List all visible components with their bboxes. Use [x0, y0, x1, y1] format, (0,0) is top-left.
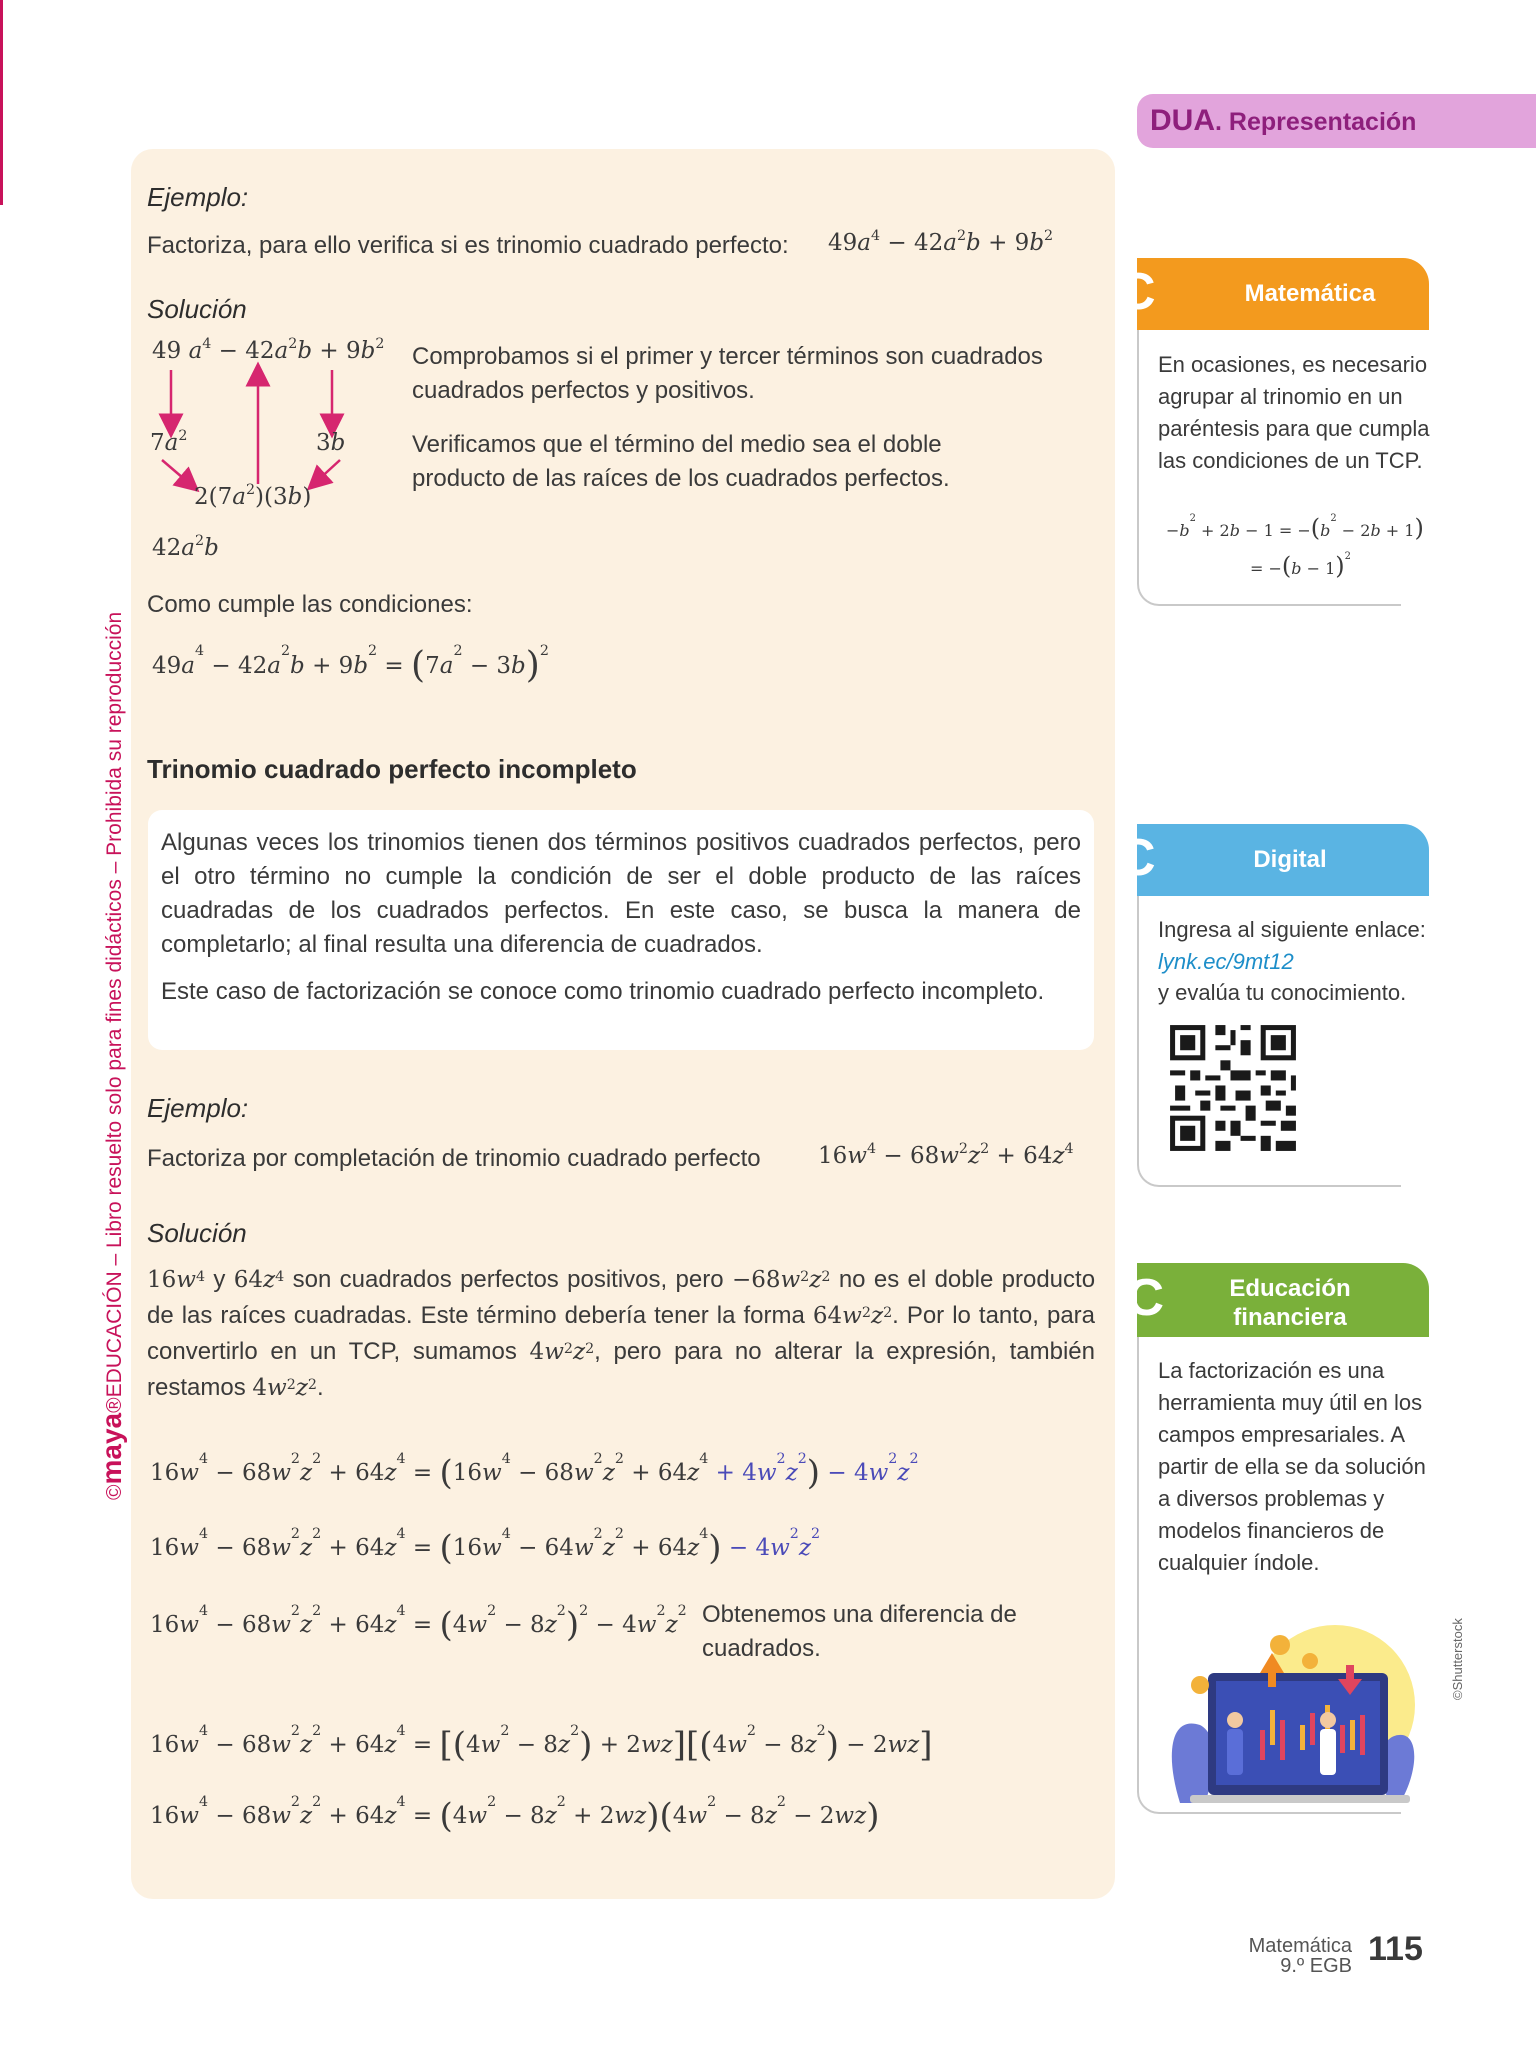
- card-digital-text2: y evalúa tu conocimiento.: [1158, 980, 1407, 1005]
- footer-subject: Matemática 9.º EGB: [1248, 1935, 1352, 1977]
- brand-logo: maya: [96, 1412, 127, 1485]
- card-financiera-title: Educación financiera: [1229, 1275, 1351, 1331]
- page-number: 115: [1368, 1930, 1423, 1968]
- step1: $16w^4 - 68w^2z^2 + 64z^4 = (16w^4 - 68w^2z^2 + 64z^4 + 4w^2z^2) - 4w^2z^2$: [150, 1450, 919, 1493]
- arrow-right-to-product: [316, 460, 340, 482]
- step5: $16w^4 - 68w^2z^2 + 64z^4 = (4w^2 - 8z^2 + 2wz)(4w^2 - 8z^2 - 2wz)$: [150, 1793, 880, 1836]
- double-product: $2(7a^2)(3b)$: [194, 481, 312, 510]
- example2-prompt: Factoriza por completación de trinomio cuadrado perfecto: [147, 1145, 761, 1172]
- card-matematica-eq1: $-b^2 + 2b - 1 = -(b^2 - 2b + 1)$: [1166, 512, 1424, 542]
- definition-para2: Este caso de factorización se conoce como trinomio cuadrado perfecto incompleto.: [161, 978, 1045, 1005]
- card-matematica-eq2: = $-(b - 1)^2$: [1250, 550, 1351, 580]
- image-credit: ©Shutterstock: [1450, 1618, 1465, 1700]
- middle-term: $42a^2b$: [152, 532, 219, 561]
- step4: $16w^4 - 68w^2z^2 + 64z^4 = [(4w^2 - 8z^2) + 2wz][(4w^2 - 8z^2) - 2wz]$: [150, 1722, 933, 1765]
- section-icon: C: [1118, 829, 1156, 887]
- side-credit: ©maya®EDUCACIÓN – Libro resuelto solo para fines didácticos – Prohibida su reproducción: [96, 611, 127, 1500]
- card-digital-text1: Ingresa al siguiente enlace:: [1158, 917, 1426, 942]
- arrow-left-to-product: [162, 460, 190, 484]
- section-icon: IC: [1112, 1269, 1164, 1327]
- definition-para1: Algunas veces los trinomios tienen dos términos positivos cuadrados perfectos, pero el otro término no cumple la condición de ser el doble producto de las raíces cuadradas de los cuadrados perfectos. En este caso, se busca la manera de completarlo; al final resulta una diferencia de cuadrados.: [161, 829, 1081, 958]
- example1-text2: Verificamos que el término del medio sea el doble producto de las raíces de los cuadrados perfectos.: [412, 431, 950, 492]
- qr-code-icon[interactable]: [1160, 1015, 1306, 1161]
- card-matematica-title: Matemática: [1244, 280, 1376, 307]
- section-icon: C: [1118, 263, 1156, 321]
- example1-label: Ejemplo:: [147, 182, 249, 212]
- card-matematica-text: En ocasiones, es necesario agrupar al trinomio en un paréntesis para que cumpla las condiciones de un TCP.: [1158, 352, 1430, 473]
- card-digital-title: Digital: [1253, 846, 1327, 873]
- example2-solution-label: Solución: [147, 1218, 247, 1248]
- example2-expression: $16w^4 - 68w^2z^2 + 64z^4$: [818, 1140, 1074, 1169]
- page-edge-bar: [0, 0, 3, 205]
- step3: $16w^4 - 68w^2z^2 + 64z^4 = (4w^2 - 8z^2)^2 - 4w^2z^2$: [150, 1602, 687, 1645]
- dua-label: DUA. Representación: [1150, 104, 1417, 137]
- example1-conclusion: Como cumple las condiciones:: [147, 591, 473, 618]
- step2: $16w^4 - 68w^2z^2 + 64z^4 = (16w^4 - 64w^2z^2 + 64z^4) - 4w^2z^2$: [150, 1525, 821, 1568]
- section-title: Trinomio cuadrado perfecto incompleto: [147, 754, 637, 784]
- step3-note: Obtenemos una diferencia de cuadrados.: [702, 1601, 1017, 1662]
- example2-label: Ejemplo:: [147, 1093, 249, 1123]
- root-3b: 3b: [316, 430, 346, 456]
- finance-illustration: [1160, 1625, 1422, 1805]
- eq-trinomial: 49 $a^4 - 42a^2b + 9b^2$: [152, 335, 385, 364]
- example1-solution-label: Solución: [147, 294, 247, 324]
- card-financiera-text: La factorización es una herramienta muy útil en los campos empresariales. A partir de ella se da solución a diversos problemas y modelos financieros de cualquier índole.: [1158, 1358, 1426, 1575]
- card-digital-link[interactable]: lynk.ec/9mt12: [1158, 949, 1294, 974]
- example1-text1: Comprobamos si el primer y tercer términos son cuadrados cuadrados perfectos y positivos.: [412, 343, 1043, 404]
- example1-result: $49a^4 - 42a^2b + 9b^2 = (7a^2 - 3b)^2$: [152, 642, 549, 686]
- example2-explanation: $16w^4$ y $64z^4$ son cuadrados perfectos positivos, pero $-68w^2z^2$ no es el doble producto de las raíces cuadradas. Este término debería tener la forma $64w^2z^2$. Por lo tanto, para convertirlo en un TCP, sumamos $4w^2z^2$, pero para no alterar la expresión, también restamos $4w^2z^2$.: [147, 1266, 1096, 1401]
- example1-prompt: Factoriza, para ello verifica si es trinomio cuadrado perfecto:: [147, 232, 789, 259]
- root-7a2: $7a^2$: [150, 427, 188, 456]
- example1-expression: $49a^4 - 42a^2b + 9b^2$: [828, 227, 1054, 256]
